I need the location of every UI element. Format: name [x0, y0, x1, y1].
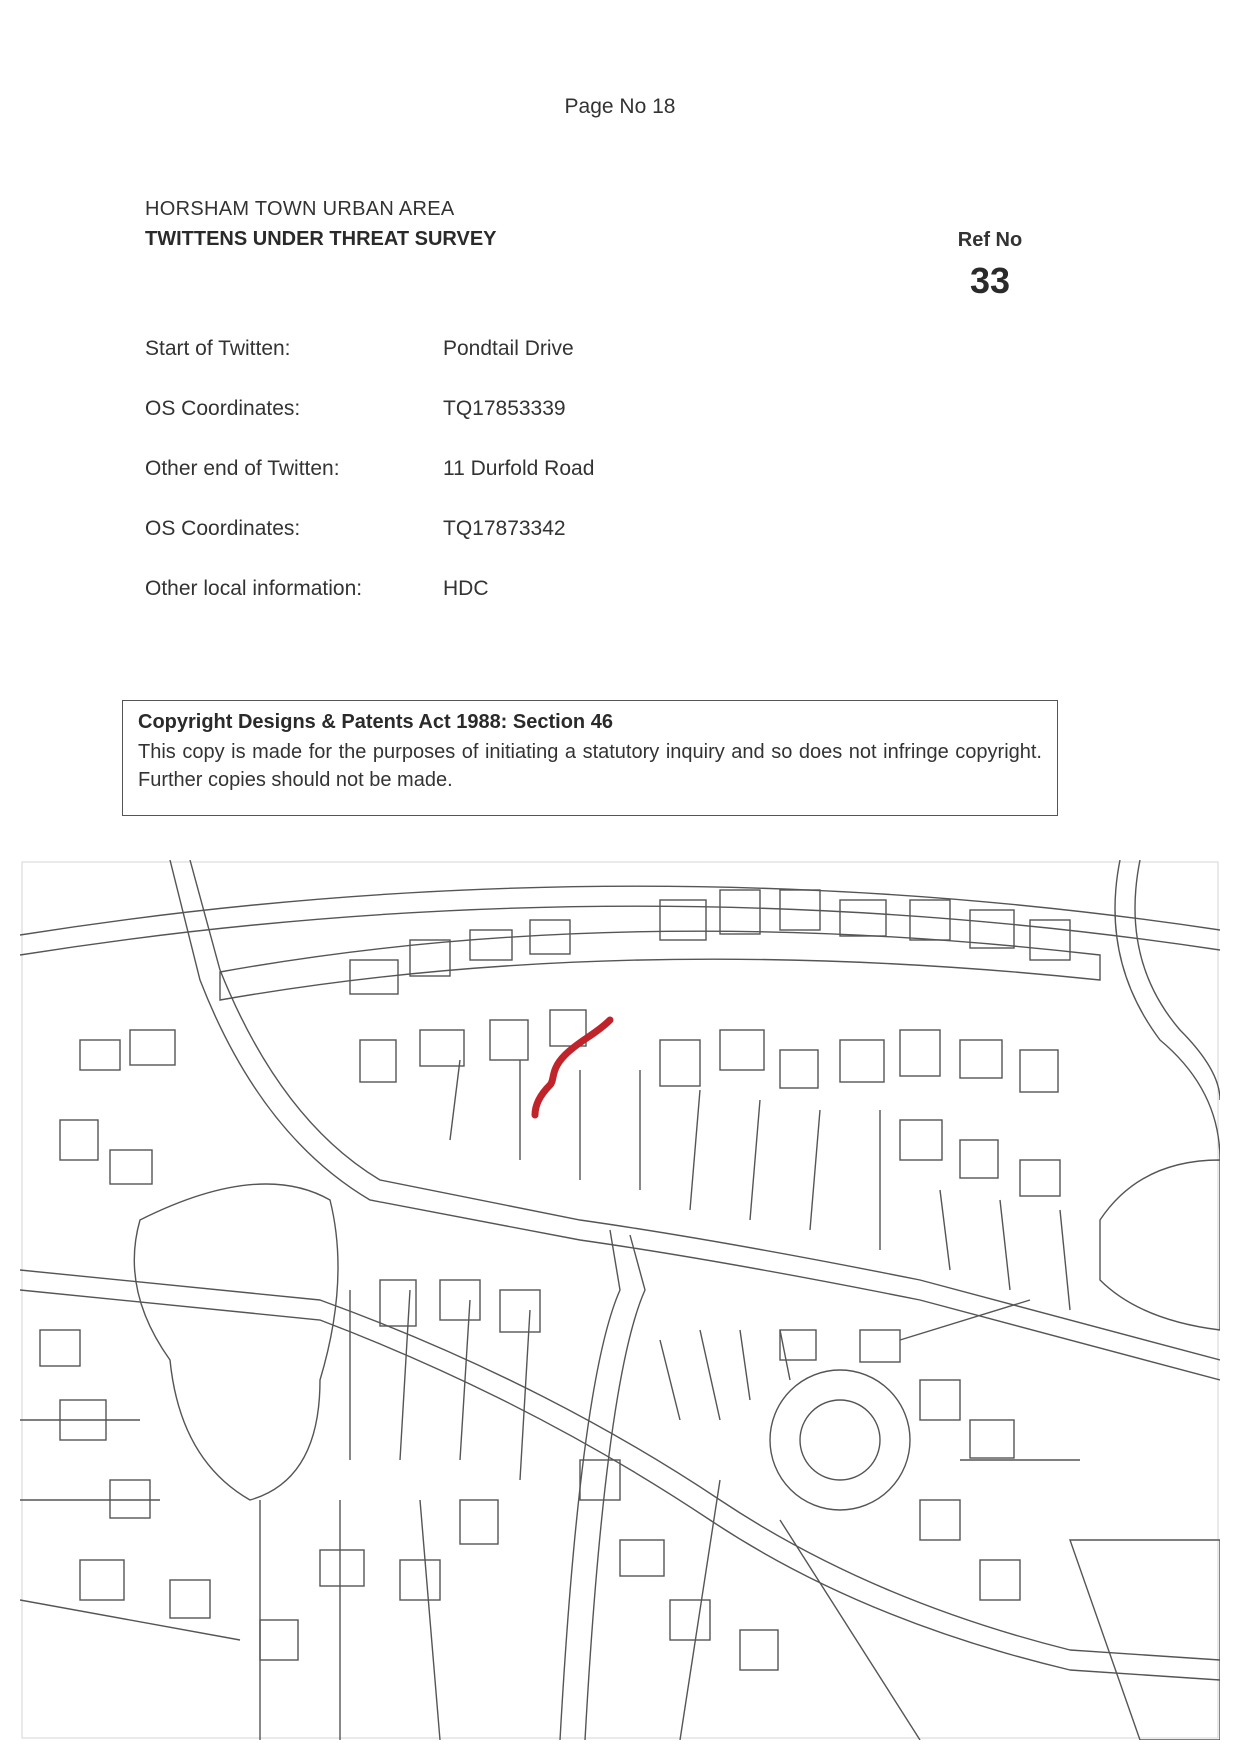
info-label: OS Coordinates:: [145, 397, 301, 420]
map-linework: [20, 860, 1220, 1740]
copyright-title: Copyright Designs & Patents Act 1988: Section 46: [138, 711, 613, 733]
page-number: Page No 18: [564, 95, 676, 118]
info-row-end: [145, 457, 845, 487]
info-value: TQ17873342: [443, 517, 566, 540]
info-value: TQ17853339: [443, 397, 566, 420]
info-row-start-coords: [145, 397, 845, 427]
info-row-end-coords: [145, 517, 845, 547]
copyright-notice: [122, 700, 1058, 816]
copyright-text: This copy is made for the purposes of initiating a statutory inquiry and so does not infringe copyright. Further copies should not be made.: [138, 741, 1042, 791]
ref-no-label: Ref No: [957, 229, 1023, 251]
area-heading: HORSHAM TOWN URBAN AREA: [145, 198, 455, 220]
info-label: OS Coordinates:: [145, 517, 301, 540]
info-row-start: [145, 337, 845, 367]
info-row-local: [145, 577, 845, 607]
info-label: Start of Twitten:: [145, 337, 291, 360]
info-value: 11 Durfold Road: [443, 457, 595, 480]
info-value: HDC: [443, 577, 489, 600]
info-label: Other local information:: [145, 577, 363, 600]
os-map: [20, 860, 1220, 1740]
ref-no-value: 33: [969, 260, 1011, 301]
survey-heading: TWITTENS UNDER THREAT SURVEY: [145, 228, 497, 250]
info-label: Other end of Twitten:: [145, 457, 340, 480]
twitten-route: [535, 1020, 610, 1115]
info-value: Pondtail Drive: [443, 337, 574, 360]
